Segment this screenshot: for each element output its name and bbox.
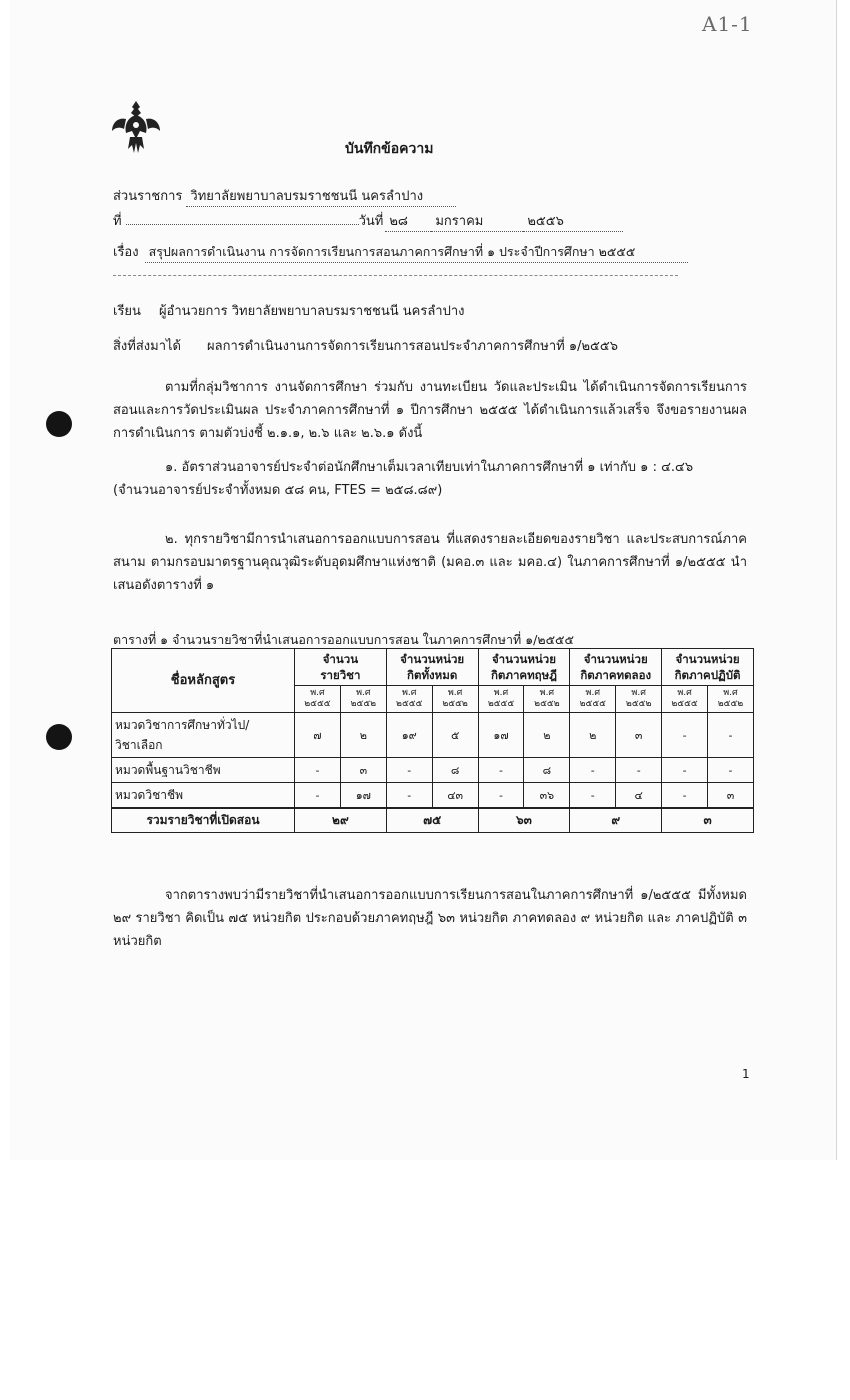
total-label: รวมรายวิชาที่เปิดสอน <box>112 808 295 833</box>
table-cell: - <box>616 758 662 783</box>
col-header-group: จำนวน รายวิชา <box>295 649 387 686</box>
table-cell: ๘ <box>432 758 478 783</box>
table-cell: - <box>386 783 432 809</box>
col-header-group: จำนวนหน่วย กิตภาคทดลอง <box>570 649 662 686</box>
total-cell: ๖๓ <box>478 808 570 833</box>
punch-hole-bottom <box>46 724 72 750</box>
summary-table <box>111 648 754 833</box>
total-cell: ๓ <box>662 808 754 833</box>
table-cell: ๓ <box>340 758 386 783</box>
table-total-row <box>112 808 754 833</box>
punch-hole-top <box>46 411 72 437</box>
garuda-emblem-icon <box>110 97 162 157</box>
body-paragraph-3: ๒. ทุกรายวิชามีการนำเสนอการออกแบบการสอน ที่แสดงรายละเอียดของรายวิชา และประสบการณ์ภาคสนาม ตามกรอบมาตรฐานคุณวุฒิระดับอุดมศึกษาแห่งชาติ (มคอ.๓ และ มคอ.๔) ในภาคการศึกษาที่ ๑/๒๕๕๕ นำเสนอดังตารางที่ ๑ <box>113 532 747 593</box>
table-cell: - <box>570 758 616 783</box>
table-cell: - <box>295 758 341 783</box>
body-paragraph-2 <box>113 456 747 502</box>
salutation-row <box>113 300 465 321</box>
table-cell: - <box>478 783 524 809</box>
table-cell: ๒ <box>570 713 616 758</box>
year-subheader: พ.ศ ๒๕๕๕ <box>295 686 341 713</box>
table-cell: - <box>708 713 754 758</box>
table-cell: - <box>295 783 341 809</box>
row-name: หมวดวิชาชีพ <box>112 783 295 809</box>
table-cell: - <box>662 713 708 758</box>
ratio-line: ๑. อัตราส่วนอาจารย์ประจำต่อนักศึกษาเต็มเวลาเทียบเท่าในภาคการศึกษาที่ ๑ เท่ากับ ๑ : ๔.๔๖ <box>165 460 694 475</box>
body-paragraph-1: ตามที่กลุ่มวิชาการ งานจัดการศึกษา ร่วมกับ งานทะเบียน วัดและประเมิน ได้ดำเนินการจัดการเรียนการสอนและการวัดประเมินผล ประจำภาคการศึกษาที่ ๑ ปีการศึกษา ๒๕๕๕ ได้ดำเนินการแล้วเสร็จ จึงขอรายงานผลการดำเนินการ ตามตัวบ่งชี้ ๒.๑.๑, ๒.๖ และ ๒.๖.๑ ดังนี้ <box>113 380 747 441</box>
subject-row <box>113 241 688 263</box>
ref-label: ที่ <box>113 214 122 229</box>
total-cell: ๙ <box>570 808 662 833</box>
date-year: ๒๕๕๖ <box>523 210 623 232</box>
total-cell: ๗๕ <box>386 808 478 833</box>
table-cell: ๒ <box>524 713 570 758</box>
table-cell: - <box>662 783 708 809</box>
attachment-label: สิ่งที่ส่งมาได้ <box>113 339 181 354</box>
memo-title: บันทึกข้อความ <box>345 141 434 157</box>
subject-label: เรื่อง <box>113 245 139 260</box>
table-cell: ๑๙ <box>386 713 432 758</box>
table-caption: ตารางที่ ๑ จำนวนรายวิชาที่นำเสนอการออกแบบการสอน ในภาคการศึกษาที่ ๑/๒๕๕๕ <box>113 632 574 647</box>
table-cell: - <box>708 758 754 783</box>
salutation-label: เรียน <box>113 304 141 319</box>
agency-label: ส่วนราชการ <box>113 189 183 204</box>
table-cell: ๒ <box>340 713 386 758</box>
table-cell: ๓ <box>616 713 662 758</box>
year-subheader: พ.ศ ๒๕๕๕ <box>662 686 708 713</box>
year-subheader: พ.ศ ๒๕๕๒ <box>616 686 662 713</box>
table-cell: ๑๗ <box>340 783 386 809</box>
year-subheader: พ.ศ ๒๕๕๕ <box>478 686 524 713</box>
body-paragraph-4: จากตารางพบว่ามีรายวิชาที่นำเสนอการออกแบบการเรียนการสอนในภาคการศึกษาที่ ๑/๒๕๕๕ มีทั้งหมด ๒๙ รายวิชา คิดเป็น ๗๕ หน่วยกิต ประกอบด้วยภาคทฤษฎี ๖๓ หน่วยกิต ภาคทดลอง ๙ หน่วยกิต และ ภาคปฏิบัติ ๓ หน่วยกิต <box>113 888 747 949</box>
table-row <box>112 713 754 758</box>
table-cell: - <box>662 758 708 783</box>
agency-row <box>113 185 456 207</box>
salutation-value: ผู้อำนวยการ วิทยาลัยพยาบาลบรมราชชนนี นครลำปาง <box>158 304 465 319</box>
subject-value: สรุปผลการดำเนินงาน การจัดการเรียนการสอนภาคการศึกษาที่ ๑ ประจำปีการศึกษา ๒๕๕๕ <box>145 242 688 263</box>
table-row <box>112 783 754 809</box>
table-cell: ๘ <box>524 758 570 783</box>
year-subheader: พ.ศ ๒๕๕๕ <box>570 686 616 713</box>
year-subheader: พ.ศ ๒๕๕๒ <box>432 686 478 713</box>
page-number: 1 <box>742 1067 750 1081</box>
col-header-group: จำนวนหน่วย กิตภาคทฤษฎี <box>478 649 570 686</box>
table-cell: ๔๓ <box>432 783 478 809</box>
year-subheader: พ.ศ ๒๕๕๒ <box>340 686 386 713</box>
date-label: วันที่ <box>358 214 384 229</box>
agency-value: วิทยาลัยพยาบาลบรมราชชนนี นครลำปาง <box>186 185 456 207</box>
table-header-row <box>112 649 754 686</box>
col-header-group: จำนวนหน่วย กิตภาคปฏิบัติ <box>662 649 754 686</box>
attachment-row <box>113 335 618 356</box>
table-cell: ๑๗ <box>478 713 524 758</box>
table-cell: - <box>478 758 524 783</box>
table-cell: - <box>386 758 432 783</box>
col-header-name: ชื่อหลักสูตร <box>112 649 295 713</box>
total-cell: ๒๙ <box>295 808 387 833</box>
table-cell: ๓๖ <box>524 783 570 809</box>
row-name: หมวดพื้นฐานวิชาชีพ <box>112 758 295 783</box>
table-cell: ๓ <box>708 783 754 809</box>
table-cell: - <box>570 783 616 809</box>
header-divider <box>113 275 678 276</box>
year-subheader: พ.ศ ๒๕๕๒ <box>708 686 754 713</box>
table-cell: ๗ <box>295 713 341 758</box>
attachment-value: ผลการดำเนินงานการจัดการเรียนการสอนประจำภาคการศึกษาที่ ๑/๒๕๕๖ <box>206 339 618 354</box>
year-subheader: พ.ศ ๒๕๕๕ <box>386 686 432 713</box>
date-month: มกราคม <box>431 210 523 232</box>
table-cell: ๕ <box>432 713 478 758</box>
table-cell: ๔ <box>616 783 662 809</box>
table-row <box>112 758 754 783</box>
ratio-detail-line: (จำนวนอาจารย์ประจำทั้งหมด ๕๘ คน, FTES = ๒๕๘.๘๙) <box>113 483 443 498</box>
handwritten-note: A1-1 <box>702 12 753 36</box>
ref-date-row <box>113 210 623 232</box>
ref-value <box>126 224 359 225</box>
date-day: ๒๘ <box>385 210 431 232</box>
col-header-group: จำนวนหน่วย กิตทั้งหมด <box>386 649 478 686</box>
year-subheader: พ.ศ ๒๕๕๒ <box>524 686 570 713</box>
row-name: หมวดวิชาการศึกษาทั่วไป/ วิชาเลือก <box>112 713 295 758</box>
